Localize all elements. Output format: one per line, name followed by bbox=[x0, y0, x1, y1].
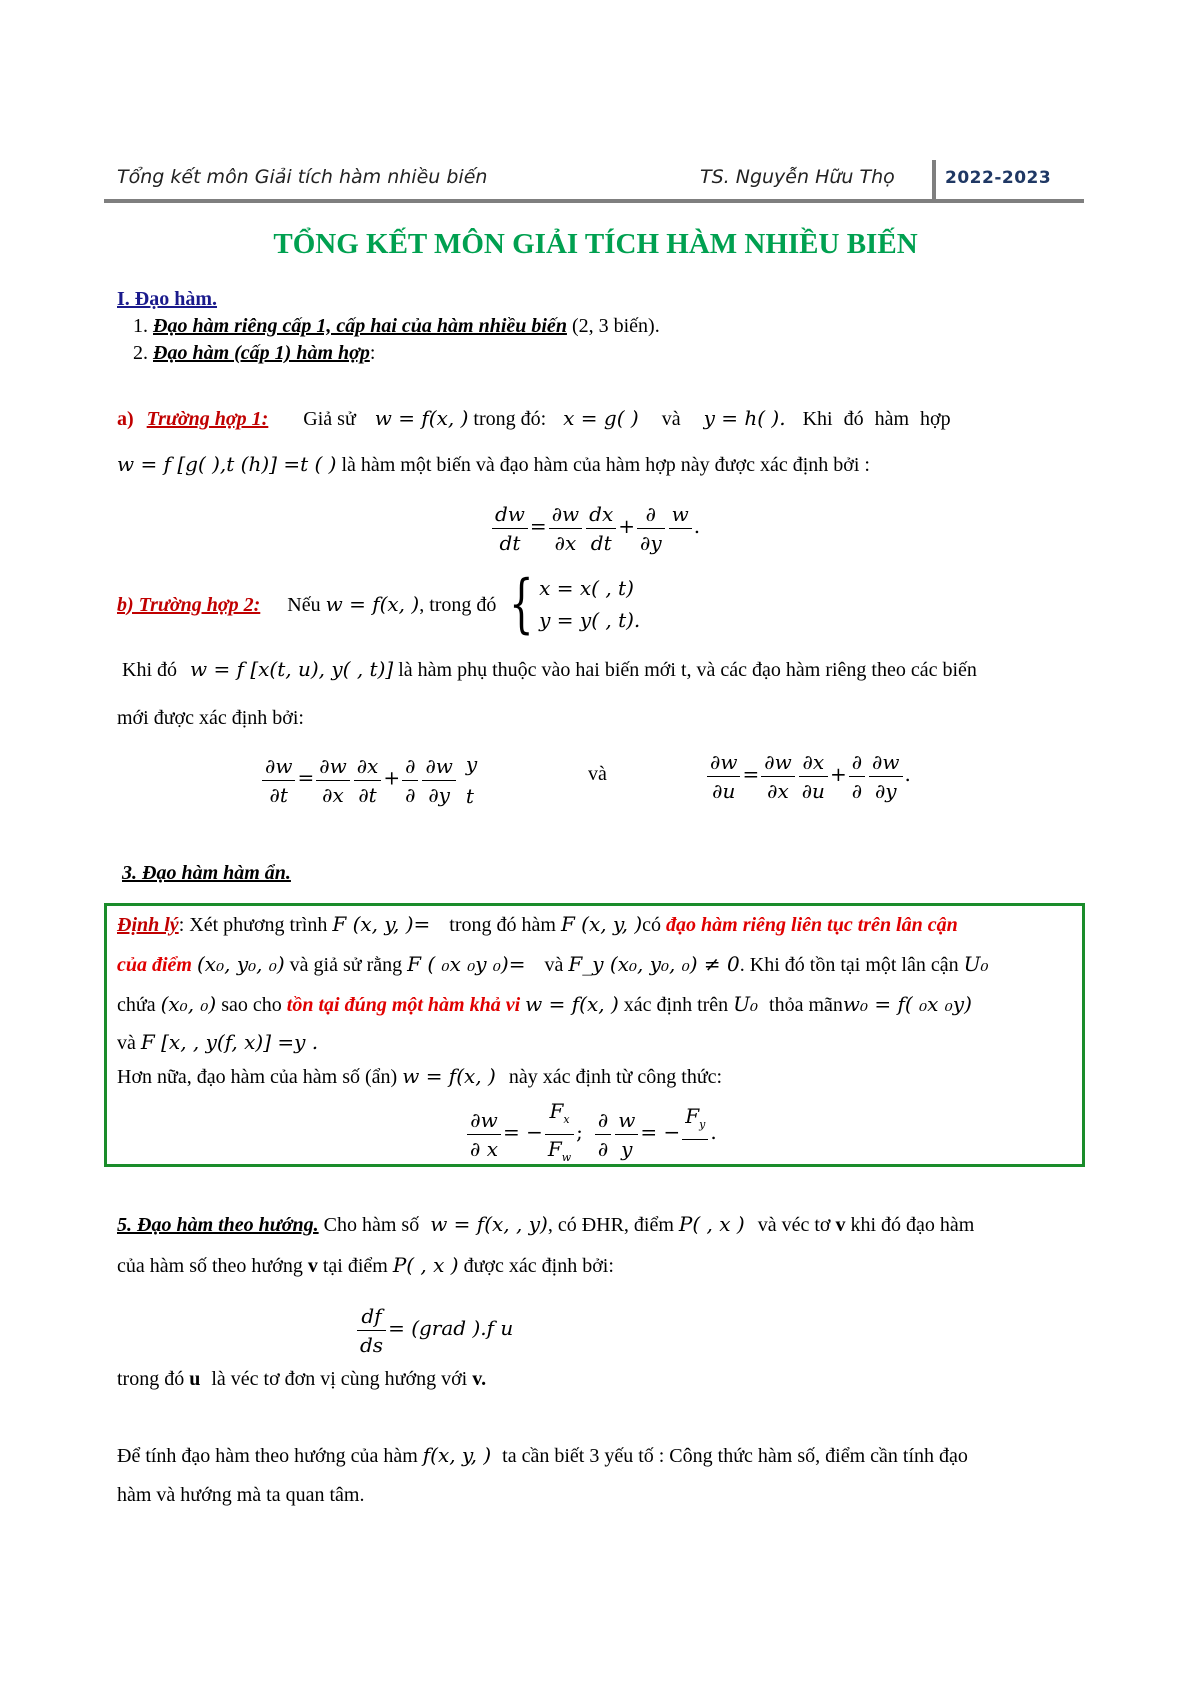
thm-l1-c: có bbox=[642, 914, 662, 936]
f2-num-px2: ∂x bbox=[354, 752, 382, 781]
thm-l3-c: xác định trên bbox=[623, 994, 729, 1016]
case1-label: a) bbox=[117, 408, 134, 430]
f1-num-w: w bbox=[669, 500, 692, 529]
f3-end: . bbox=[904, 762, 911, 787]
s5-l1-c: và véc tơ bbox=[757, 1214, 831, 1236]
thm-l3-eq2: w₀ = f( ₀x ₀y) bbox=[842, 992, 972, 1016]
section5-line2 bbox=[117, 1253, 614, 1278]
theorem-colon: : bbox=[178, 914, 185, 936]
case2-va: và bbox=[588, 763, 607, 785]
header-divider bbox=[932, 160, 936, 200]
g-Fx-sub: x bbox=[563, 1113, 570, 1126]
thm-l1-eq2: F (x, y, ) bbox=[560, 912, 643, 936]
g-den-py: ∂ bbox=[597, 1137, 609, 1161]
f2-y: y bbox=[465, 752, 478, 776]
g-eq: = − bbox=[502, 1120, 543, 1145]
s5-f-df: df bbox=[357, 1302, 386, 1331]
f2-num-pw: ∂w bbox=[262, 752, 295, 781]
s5-p1: Để tính đạo hàm theo hướng của hàm bbox=[117, 1445, 418, 1467]
thm-l2-a: và giả sử rằng bbox=[289, 954, 403, 976]
s5-p1-b: ta cần biết 3 yếu tố : Công thức hàm số, điểm cần tính đạo bbox=[502, 1445, 968, 1467]
case2-y-line: y = y( , t). bbox=[539, 608, 641, 632]
section1-item2: 2. Đạo hàm (cấp 1) hàm hợp: bbox=[133, 342, 376, 364]
f2-den-p2: ∂ bbox=[405, 782, 416, 807]
case2-desc: là hàm phụ thuộc vào hai biến mới t, và các đạo hàm riêng theo các biến bbox=[398, 659, 977, 681]
s5-l2-a: của hàm số theo hướng bbox=[117, 1255, 303, 1277]
s5-f-ds: ds bbox=[360, 1333, 384, 1357]
case1-line2 bbox=[117, 452, 870, 477]
item2-number: 2 bbox=[133, 342, 143, 364]
case2-desc2: mới được xác định bởi: bbox=[117, 707, 304, 729]
case2-trong-do: , trong đó bbox=[419, 593, 497, 616]
f2-den-py: ∂y bbox=[428, 782, 450, 807]
f3-den-pu: ∂u bbox=[712, 779, 736, 803]
thm-l3-pt: (x₀, ₀) bbox=[160, 992, 217, 1016]
case1-formula: $\frac{dw}{dt}$ = $\frac{\partial w}{\partial x}$ $\frac{dx}{dt}$ + $\frac{\partial}{\partial y}$ w . bbox=[490, 500, 700, 557]
case1-composite: w = f [g( ),t (h)] =t ( ) bbox=[117, 452, 337, 476]
f3-den-py: ∂y bbox=[874, 779, 897, 803]
case2-brace: { bbox=[509, 567, 534, 641]
document-title: TỔNG KẾT MÔN GIẢI TÍCH HÀM NHIỀU BIẾN bbox=[273, 228, 918, 260]
case2-composite: w = f [x(t, u), y( , t)] bbox=[190, 657, 394, 681]
thm-l5-b: này xác định từ công thức: bbox=[508, 1066, 723, 1088]
thm-l2-red: của điểm bbox=[117, 954, 192, 976]
f1-den-dt2: dt bbox=[590, 531, 612, 555]
f2-num-pw3: ∂w bbox=[422, 752, 455, 781]
f2-num-p: ∂ bbox=[402, 752, 418, 781]
g-eq2: = − bbox=[640, 1120, 681, 1145]
f2-den-pt: ∂t bbox=[269, 782, 288, 807]
s5-l3-b: là véc tơ đơn vị cùng hướng với bbox=[211, 1368, 468, 1390]
thm-l4-eq: F [x, , y(f, x)] =y . bbox=[140, 1030, 319, 1054]
s5-l1-v: v bbox=[835, 1214, 846, 1236]
header-rule bbox=[104, 199, 1084, 203]
thm-l2-eq2: F_y (x₀, y₀, ₀) ≠ 0 bbox=[568, 952, 740, 976]
theorem-line5 bbox=[117, 1064, 722, 1089]
g-Fw: F bbox=[547, 1137, 562, 1161]
section5-line3 bbox=[117, 1368, 486, 1391]
item2-text: Đạo hàm (cấp 1) hàm hợp bbox=[153, 342, 370, 364]
case2-neu: Nếu bbox=[287, 593, 321, 616]
section1-heading: I. Đạo hàm. bbox=[117, 288, 218, 310]
thm-l2-U: U₀ bbox=[963, 952, 989, 976]
f1-end: . bbox=[693, 514, 701, 539]
case2-x-line: x = x( , t) bbox=[539, 576, 634, 600]
s5-l1-eq: w = f(x, , y) bbox=[430, 1212, 548, 1236]
thm-l4-va: và bbox=[117, 1032, 136, 1054]
thm-l1-eq: F (x, y, )= bbox=[332, 912, 431, 936]
thm-l5-eq: w = f(x, ) bbox=[402, 1064, 496, 1088]
s5-l3-u: u bbox=[189, 1368, 201, 1390]
g-end: . bbox=[710, 1120, 717, 1145]
case2-khi-do: Khi đó bbox=[122, 659, 177, 681]
case1-y-eq: y = h( ). bbox=[703, 406, 786, 430]
thm-l2-pt: (x₀, y₀, ₀) bbox=[197, 952, 285, 976]
thm-l1-b: trong đó hàm bbox=[449, 914, 556, 936]
thm-l1-a: Xét phương trình bbox=[189, 914, 328, 936]
case1-w-eq: w = f(x, ) bbox=[374, 406, 469, 430]
theorem-line2 bbox=[117, 952, 989, 977]
section1-item1: 1. Đạo hàm riêng cấp 1, cấp hai của hàm nhiều biến (2, 3 biến). bbox=[133, 315, 660, 337]
f3-num-pw2: ∂w bbox=[761, 748, 794, 777]
case1-gia-su: Giả sử bbox=[303, 408, 356, 430]
case1-desc: là hàm một biến và đạo hàm của hàm hợp này được xác định bởi : bbox=[341, 454, 870, 476]
g-den-y: y bbox=[621, 1137, 633, 1161]
thm-l2-va: và bbox=[544, 954, 564, 976]
theorem-label: Định lý bbox=[117, 914, 179, 936]
f2-num-pw2: ∂w bbox=[316, 752, 349, 781]
header-course-title: Tổng kết môn Giải tích hàm nhiều biến bbox=[117, 166, 488, 188]
s5-l2-b: tại điểm bbox=[322, 1255, 388, 1277]
item1-suffix: (2, 3 biến). bbox=[571, 315, 660, 337]
f3-num-p: ∂ bbox=[849, 748, 865, 777]
f3-num-pw: ∂w bbox=[707, 748, 740, 777]
case2-title: b) Trường hợp 2: bbox=[117, 593, 261, 616]
thm-l3-b: sao cho bbox=[221, 994, 282, 1016]
case1-trong-do: trong đó: bbox=[473, 408, 547, 430]
s5-l1-b: , có ĐHR, điểm bbox=[547, 1214, 674, 1236]
s5-l1-d: khi đó đạo hàm bbox=[850, 1214, 975, 1236]
f1-num-p: ∂ bbox=[637, 500, 665, 529]
thm-l3-eq: w = f(x, ) bbox=[525, 992, 619, 1016]
g-num-p: ∂ bbox=[595, 1106, 611, 1135]
f3-num-pw3: ∂w bbox=[869, 748, 902, 777]
f1-den-dt: dt bbox=[499, 531, 521, 555]
case2-formula-u: $\frac{\partial w}{\partial u}$ = $\frac{\partial w}{\partial x}$ $\frac{\partial x}{\partial u}$ + $\frac{\partial}{\partial}$ $\frac{\partial w}{\partial y}$ . bbox=[705, 748, 911, 805]
f2-t: t bbox=[465, 784, 474, 808]
f1-den-py: ∂y bbox=[640, 531, 662, 555]
theorem-line1 bbox=[117, 912, 958, 937]
case1-title: Trường hợp 1: bbox=[146, 408, 269, 430]
thm-l3-red: tồn tại đúng một hàm khả vi bbox=[286, 994, 521, 1016]
header-year: 2022-2023 bbox=[945, 168, 1052, 188]
section3-heading: 3. Đạo hàm hàm ẩn. bbox=[122, 862, 291, 884]
section5-line1 bbox=[117, 1212, 974, 1237]
section5-formula bbox=[355, 1302, 513, 1359]
g-num-pw: ∂w bbox=[467, 1106, 501, 1135]
f3-num-px2: ∂x bbox=[799, 748, 828, 777]
f3-den-px: ∂x bbox=[767, 779, 789, 803]
g-num-w: w bbox=[615, 1106, 638, 1135]
g-Fy-sub: y bbox=[699, 1117, 706, 1131]
g-Fx: F bbox=[549, 1099, 564, 1123]
case2-line1 bbox=[117, 567, 641, 641]
theorem-line4 bbox=[117, 1030, 318, 1055]
thm-l3-U: U₀ bbox=[733, 992, 759, 1016]
s5-l2-v: v bbox=[307, 1255, 318, 1277]
thm-l2-b: . Khi đó tồn tại một lân cận bbox=[739, 954, 959, 976]
f3-den-p2: ∂ bbox=[851, 779, 863, 803]
section5-para2: hàm và hướng mà ta quan tâm. bbox=[117, 1484, 365, 1506]
theorem-formula: $\frac{\partial w}{\partial x}$ = − $\frac{F_x}{F_w}$ ; $\frac{\partial}{\partial}$ $\frac{w}{y}$ = − $F_y$ . bbox=[465, 1097, 717, 1172]
case1-line1 bbox=[117, 406, 951, 431]
item1-text: Đạo hàm riêng cấp 1, cấp hai của hàm nhiều biến bbox=[153, 315, 567, 337]
thm-l5-a: Hơn nữa, đạo hàm của hàm số (ẩn) bbox=[117, 1066, 398, 1088]
thm-l3-d: thỏa mãn bbox=[769, 994, 843, 1016]
item1-number: 1 bbox=[133, 315, 143, 337]
s5-l1-a: Cho hàm số bbox=[323, 1214, 420, 1236]
case2-formula-t: $\frac{\partial w}{\partial t}$ = $\frac{\partial w}{\partial x}$ $\frac{\partial x}{\partial t}$ + $\frac{\partial}{\partial}$ $\frac{\partial w}{\partial y}$ y t bbox=[260, 748, 477, 812]
f2-den-pt2: ∂t bbox=[358, 782, 377, 807]
case2-w-eq: w = f(x, ) bbox=[325, 591, 420, 616]
theorem-line3 bbox=[117, 992, 972, 1017]
f2-den-px: ∂x bbox=[322, 782, 344, 807]
case2-line2 bbox=[122, 657, 977, 682]
f1-num-dw: dw bbox=[492, 500, 528, 529]
g-den-px: ∂ x bbox=[470, 1137, 498, 1161]
case1-va: và bbox=[661, 408, 681, 430]
g-Fy: F bbox=[685, 1103, 700, 1128]
s5-l1-P: P( , x ) bbox=[678, 1212, 745, 1236]
header-author: TS. Nguyễn Hữu Thọ bbox=[700, 166, 895, 188]
f3-den-pu2: ∂u bbox=[801, 779, 825, 803]
case1-khi-do: Khi đó hàm hợp bbox=[802, 408, 951, 430]
s5-f-rhs: = (grad ).f u bbox=[388, 1316, 514, 1341]
s5-l3-v: v. bbox=[472, 1368, 487, 1390]
f1-num-pw: ∂w bbox=[549, 500, 582, 529]
thm-l2-eq: F ( ₀x ₀y ₀)= bbox=[407, 952, 526, 976]
item2-suffix: : bbox=[369, 342, 376, 364]
s5-l2-P: P( , x ) bbox=[392, 1253, 459, 1277]
case1-x-eq: x = g( ) bbox=[563, 406, 639, 430]
s5-l2-c: được xác định bởi: bbox=[463, 1255, 614, 1277]
f1-den-px: ∂x bbox=[554, 531, 577, 555]
section5-para1 bbox=[117, 1443, 968, 1468]
thm-l3-a: chứa bbox=[117, 994, 156, 1016]
f1-num-dx: dx bbox=[586, 500, 616, 529]
thm-l1-red: đạo hàm riêng liên tục trên lân cận bbox=[666, 914, 958, 936]
g-Fw-sub: w bbox=[561, 1151, 572, 1164]
s5-l3-a: trong đó bbox=[117, 1368, 185, 1390]
s5-p1-eq: f(x, y, ) bbox=[422, 1443, 492, 1467]
section5-heading: 5. Đạo hàm theo hướng. bbox=[117, 1214, 319, 1236]
